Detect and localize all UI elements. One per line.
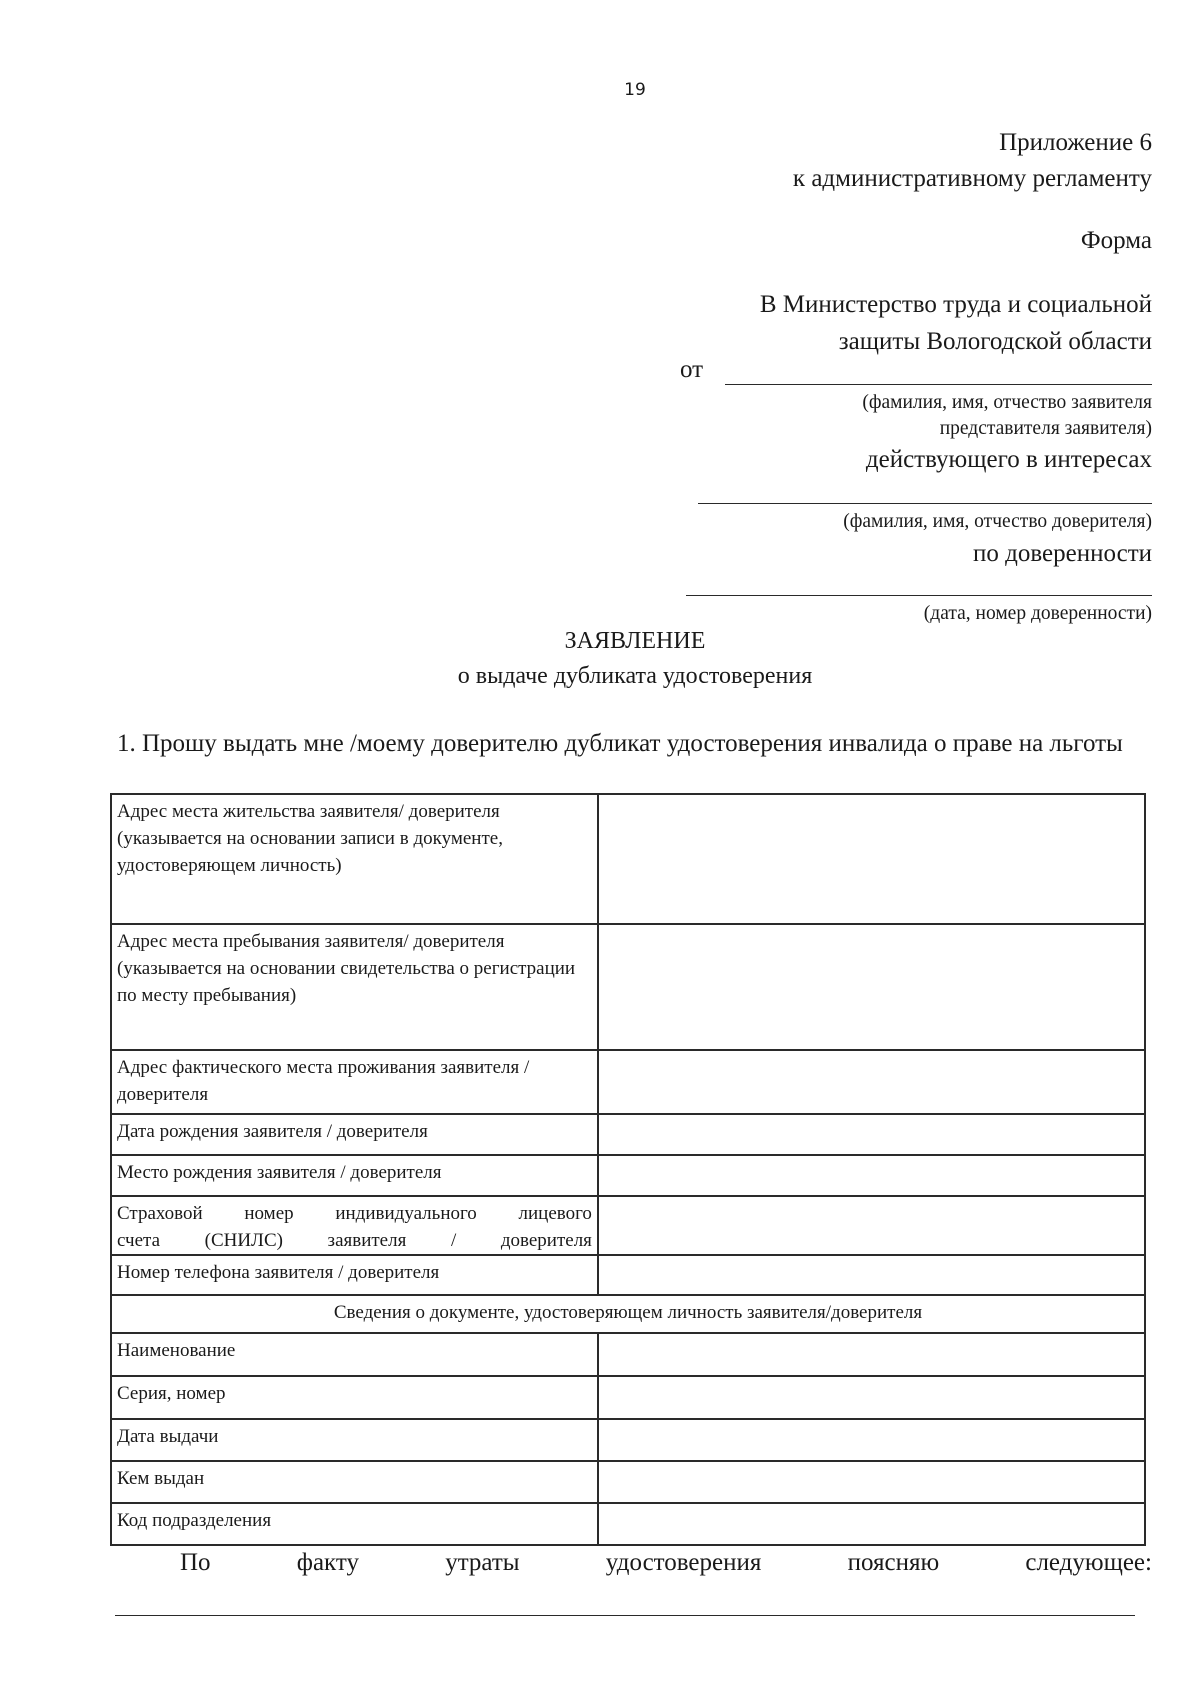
- power-of-attorney-caption: (дата, номер доверенности): [923, 603, 1152, 624]
- actual-address-value[interactable]: [598, 1050, 1145, 1114]
- stay-address-value[interactable]: [598, 924, 1145, 1050]
- id-name-label: Наименование: [111, 1333, 598, 1376]
- table-row: [111, 1333, 1145, 1376]
- id-series-number-label: Серия, номер: [111, 1376, 598, 1419]
- table-row: [111, 794, 1145, 924]
- power-of-attorney-field[interactable]: [686, 595, 1152, 596]
- residence-address-label: Адрес места жительства заявителя/ доверителя (указывается на основании записи в документе, удостоверяющем личность): [111, 794, 598, 924]
- principal-caption: (фамилия, имя, отчество доверителя): [843, 511, 1152, 532]
- document-subtitle: о выдаче дубликата удостоверения: [457, 663, 813, 689]
- birth-place-value[interactable]: [598, 1155, 1145, 1196]
- applicant-details-table: [110, 793, 1146, 1546]
- snils-label: [111, 1196, 598, 1255]
- snils-label-line-1: Страховой номер индивидуального лицевого: [117, 1203, 592, 1224]
- birth-date-label: Дата рождения заявителя / доверителя: [111, 1114, 598, 1155]
- id-name-value[interactable]: [598, 1333, 1145, 1376]
- actual-address-label: Адрес фактического места проживания заявителя / доверителя: [111, 1050, 598, 1114]
- from-label: от: [680, 356, 704, 383]
- applicant-caption-line-1: (фамилия, имя, отчество заявителя: [862, 392, 1152, 413]
- table-row: [111, 1461, 1145, 1503]
- table-row: [111, 1419, 1145, 1461]
- by-power-of-attorney-label: по доверенности: [973, 540, 1152, 567]
- birth-place-label: Место рождения заявителя / доверителя: [111, 1155, 598, 1196]
- id-department-code-label: Код подразделения: [111, 1503, 598, 1545]
- addressee-line-2: защиты Вологодской области: [838, 328, 1152, 355]
- loss-word: удостоверения: [605, 1549, 762, 1576]
- principal-name-field[interactable]: [698, 503, 1152, 504]
- loss-word: факту: [296, 1549, 359, 1576]
- loss-statement: [180, 1549, 1152, 1577]
- form-label: Форма: [1080, 227, 1152, 254]
- id-issuer-value[interactable]: [598, 1461, 1145, 1503]
- page-number: 19: [624, 80, 646, 100]
- document-title: ЗАЯВЛЕНИЕ: [564, 628, 706, 654]
- regulation-label: к административному регламенту: [792, 165, 1152, 192]
- applicant-caption-line-2: представителя заявителя): [939, 418, 1152, 439]
- loss-word: По: [180, 1549, 211, 1576]
- snils-value[interactable]: [598, 1196, 1145, 1255]
- table-row: [111, 1114, 1145, 1155]
- addressee-line-1: В Министерство труда и социальной: [759, 291, 1152, 318]
- table-row: [111, 924, 1145, 1050]
- birth-date-value[interactable]: [598, 1114, 1145, 1155]
- residence-address-value[interactable]: [598, 794, 1145, 924]
- acting-on-behalf-label: действующего в интересах: [865, 446, 1152, 473]
- id-issue-date-label: Дата выдачи: [111, 1419, 598, 1461]
- snils-label-line-2: счета (СНИЛС) заявителя / доверителя: [117, 1230, 592, 1251]
- id-document-section-header: Сведения о документе, удостоверяющем личность заявителя/доверителя: [111, 1295, 1145, 1333]
- loss-word: следующее:: [1025, 1549, 1152, 1576]
- table-row: [111, 1503, 1145, 1545]
- phone-label: Номер телефона заявителя / доверителя: [111, 1255, 598, 1295]
- loss-explanation-field[interactable]: [115, 1615, 1135, 1616]
- request-paragraph: 1. Прошу выдать мне /моему доверителю дубликат удостоверения инвалида о праве на льготы: [117, 730, 1123, 757]
- applicant-name-field[interactable]: [725, 384, 1152, 385]
- table-row: [111, 1155, 1145, 1196]
- loss-word: утраты: [445, 1549, 520, 1576]
- table-row: [111, 1376, 1145, 1419]
- id-issuer-label: Кем выдан: [111, 1461, 598, 1503]
- table-row: [111, 1295, 1145, 1333]
- id-department-code-value[interactable]: [598, 1503, 1145, 1545]
- loss-word: поясняю: [847, 1549, 940, 1576]
- table-row: [111, 1050, 1145, 1114]
- id-series-number-value[interactable]: [598, 1376, 1145, 1419]
- appendix-label: Приложение 6: [999, 129, 1152, 156]
- phone-value[interactable]: [598, 1255, 1145, 1295]
- stay-address-label: Адрес места пребывания заявителя/ доверителя (указывается на основании свидетельства о регистрации по месту пребывания): [111, 924, 598, 1050]
- table-row: [111, 1196, 1145, 1255]
- id-issue-date-value[interactable]: [598, 1419, 1145, 1461]
- table-row: [111, 1255, 1145, 1295]
